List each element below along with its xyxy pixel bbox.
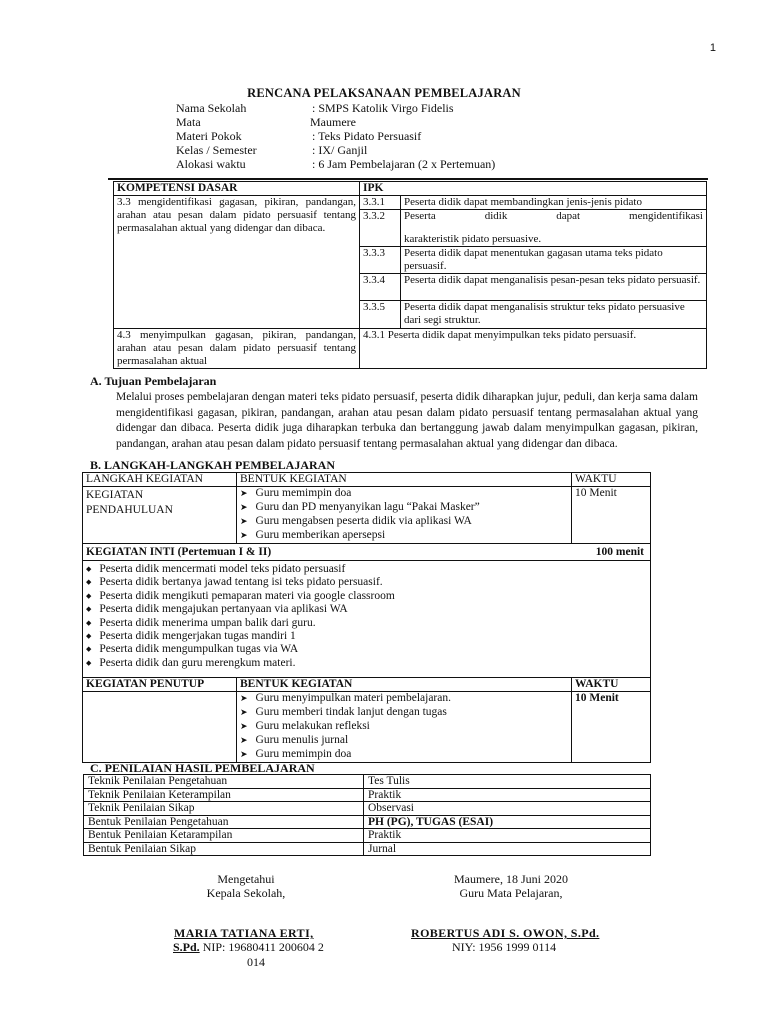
table-row xyxy=(84,802,651,816)
principal-name: MARIA TATIANA ERTI, xyxy=(174,926,314,940)
kd-header: KOMPETENSI DASAR xyxy=(114,182,360,196)
penilaian-value: Jurnal xyxy=(364,842,651,856)
tujuan-paragraph: Melalui proses pembelajaran dengan materi teks pidato persuasif, peserta didik diharapkan jujur, peduli, dan kerja sama dalam mengidentifikasi gagasan, pikiran, pandangan, arahan atau pesan dalam pidato persuasif tentang permasalahan aktual yang didengar dan dibaca. Peserta didik juga diharapkan terbuka dan bertanggung jawab dalam menyimpulkan gagasan, pikiran, pandangan, arahan atau pesan dalam pidato persuasif tentang permasalahan aktual yang didengar dan dibaca. xyxy=(116,391,698,450)
ipk-4-3-1: 4.3.1 Peserta didik dapat menyimpulkan teks pidato persuasif. xyxy=(360,329,707,369)
principal-nip-cont: 014 xyxy=(247,955,265,969)
penilaian-key: Bentuk Penilaian Pengetahuan xyxy=(84,815,364,829)
list-item: ➤ Guru dan PD menyanyikan lagu “Pakai Masker” xyxy=(240,501,480,513)
penutup-waktu: 10 Menit xyxy=(572,692,651,763)
teacher-niy: NIY: 1956 1999 0114 xyxy=(452,940,557,954)
penilaian-key: Teknik Penilaian Sikap xyxy=(84,802,364,816)
list-item: ➤ Guru memberi tindak lanjut dengan tugas xyxy=(240,706,447,718)
penilaian-value: Tes Tulis xyxy=(364,775,651,789)
ipk-text: Peserta didik dapat menganalisis struktur teks pidato persuasive dari segi struktur. xyxy=(401,301,707,329)
sig-right-line1: Maumere, 18 Juni 2020 xyxy=(454,872,568,886)
table-row xyxy=(84,788,651,802)
pendahuluan-waktu: 10 Menit xyxy=(572,487,651,544)
penilaian-value: PH (PG), TUGAS (ESAI) xyxy=(364,815,651,829)
section-c-heading: C. PENILAIAN HASIL PEMBELAJARAN xyxy=(90,761,315,775)
inti-label: KEGIATAN INTI (Pertemuan I & II) xyxy=(86,545,272,558)
list-item: ◆ Peserta didik dan guru merengkum materi. xyxy=(86,656,296,669)
penilaian-key: Teknik Penilaian Keterampilan xyxy=(84,788,364,802)
signature-left-heading xyxy=(176,872,316,900)
kd-ipk-table xyxy=(113,181,707,369)
list-item: ◆ Peserta didik mengerjakan tugas mandiri 1 xyxy=(86,630,296,643)
identity-value: : IX/ Ganjil xyxy=(312,143,368,157)
penilaian-key: Bentuk Penilaian Ketarampilan xyxy=(84,829,364,843)
list-item: ➤ Guru mengabsen peserta didik via aplikasi WA xyxy=(240,515,472,527)
ipk-number: 3.3.2 xyxy=(360,210,401,247)
identity-value: Maumere xyxy=(310,115,356,129)
ipk-text: Peserta didik dapat menganalisis pesan-pesan teks pidato persuasif. xyxy=(401,274,707,301)
bentuk-header: BENTUK KEGIATAN xyxy=(237,473,572,487)
list-item: ➤ Guru menulis jurnal xyxy=(240,734,349,746)
list-item: ◆ Peserta didik mengumpulkan tugas via WA xyxy=(86,643,299,656)
principal-title: S.Pd. xyxy=(173,940,200,954)
table-row xyxy=(84,775,651,789)
ipk-text: Peserta didik dapat membandingkan jenis-jenis pidato xyxy=(401,196,707,210)
kd-4-3-text: 4.3 menyimpulkan gagasan, pikiran, pandangan, arahan atau pesan dalam pidato persuasif tentang permasalahan aktual xyxy=(117,329,356,367)
list-item: ◆ Peserta didik mencermati model teks pidato persuasif xyxy=(86,563,346,575)
identity-label: Materi Pokok xyxy=(176,129,242,143)
sig-left-line1: Mengetahui xyxy=(217,872,275,886)
inti-waktu: 100 menit xyxy=(595,545,644,558)
document-title: RENCANA PELAKSANAAN PEMBELAJARAN xyxy=(247,86,521,100)
principal-nip: NIP: 19680411 200604 2 xyxy=(199,940,324,954)
identity-label: Mata xyxy=(176,115,201,129)
waktu-header: WAKTU xyxy=(572,473,651,487)
list-item: ➤ Guru menyimpulkan materi pembelajaran. xyxy=(240,692,451,704)
section-a-heading: A. Tujuan Pembelajaran xyxy=(90,374,217,388)
inti-activities xyxy=(83,561,651,678)
penilaian-table xyxy=(83,774,651,856)
table-row xyxy=(84,829,651,843)
table-row xyxy=(84,842,651,856)
ipk-text-line: karakteristik pidato persuasive. xyxy=(404,233,542,245)
identity-value: : SMPS Katolik Virgo Fidelis xyxy=(312,101,454,115)
ipk-header: IPK xyxy=(360,182,707,196)
ipk-text xyxy=(401,210,707,247)
identity-block xyxy=(176,101,495,171)
table-row xyxy=(84,815,651,829)
teacher-name: ROBERTUS ADI S. OWON, S.Pd. xyxy=(411,926,600,940)
list-item: ◆ Peserta didik mengajukan pertanyaan via aplikasi WA xyxy=(86,603,348,616)
penutup-empty xyxy=(83,692,237,763)
identity-value: : Teks Pidato Persuasif xyxy=(312,129,422,143)
langkah-header: LANGKAH KEGIATAN xyxy=(83,473,237,487)
list-item: ➤ Guru memberikan apersepsi xyxy=(240,529,386,541)
pendahuluan-activities xyxy=(237,487,572,544)
list-item: ◆ Peserta didik menerima umpan balik dari guru. xyxy=(86,616,316,629)
identity-label: Nama Sekolah xyxy=(176,101,247,115)
langkah-table xyxy=(82,472,651,763)
signature-right-heading xyxy=(416,872,606,900)
penilaian-key: Teknik Penilaian Pengetahuan xyxy=(84,775,364,789)
list-item: ➤ Guru memimpin doa xyxy=(240,748,352,760)
penutup-label: KEGIATAN PENUTUP xyxy=(83,678,237,692)
list-item: ➤ Guru melakukan refleksi xyxy=(240,720,370,732)
kd-4-3 xyxy=(114,329,360,369)
kd-3-3: 3.3 mengidentifikasi gagasan, pikiran, pandangan, arahan atau pesan dalam pidato persuasif tentang permasalahan aktual yang didengar dan dibaca. xyxy=(114,196,360,329)
inti-header xyxy=(83,544,651,561)
identity-label: Alokasi waktu xyxy=(176,157,246,171)
penutup-waktu-header: WAKTU xyxy=(572,678,651,692)
ipk-number: 3.3.4 xyxy=(360,274,401,301)
penilaian-key: Bentuk Penilaian Sikap xyxy=(84,842,364,856)
ipk-text-line: Peserta didik dapat mengidentifikasi xyxy=(404,210,703,222)
ipk-text: Peserta didik dapat menentukan gagasan utama teks pidato persuasif. xyxy=(401,247,707,274)
penilaian-value: Praktik xyxy=(364,788,651,802)
penutup-activities xyxy=(237,692,572,763)
section-b-heading: B. LANGKAH-LANGKAH PEMBELAJARAN xyxy=(90,458,336,472)
list-item: ◆ Peserta didik mengikuti pemaparan materi via google classroom xyxy=(86,589,395,602)
header-rule xyxy=(108,178,708,180)
list-item: ◆ Peserta didik bertanya jawad tentang isi teks pidato persuasif. xyxy=(86,576,383,589)
ipk-number: 3.3.1 xyxy=(360,196,401,210)
principal-nip-line xyxy=(173,940,324,955)
sig-left-line2: Kepala Sekolah, xyxy=(206,886,286,900)
identity-label: Kelas / Semester xyxy=(176,143,257,157)
sig-right-line2: Guru Mata Pelajaran, xyxy=(459,886,563,900)
penilaian-value: Praktik xyxy=(364,829,651,843)
penutup-bentuk-header: BENTUK KEGIATAN xyxy=(237,678,572,692)
penilaian-value: Observasi xyxy=(364,802,651,816)
list-item: ➤ Guru memimpin doa xyxy=(240,487,352,499)
ipk-number: 3.3.3 xyxy=(360,247,401,274)
page-number: 1 xyxy=(709,42,716,54)
pendahuluan-label: KEGIATAN PENDAHULUAN xyxy=(83,487,237,544)
ipk-number: 3.3.5 xyxy=(360,301,401,329)
identity-value: : 6 Jam Pembelajaran (2 x Pertemuan) xyxy=(312,157,496,171)
